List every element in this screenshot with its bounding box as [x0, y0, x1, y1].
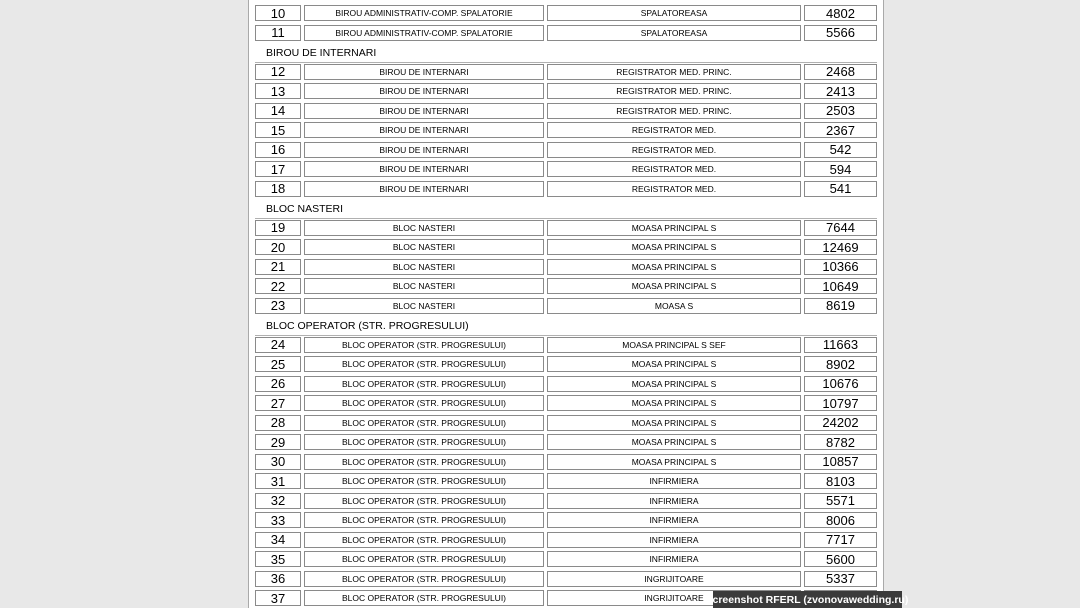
function-cell: REGISTRATOR MED. PRINC. — [547, 83, 801, 99]
salary-value: 5337 — [804, 571, 877, 587]
table-row — [255, 24, 877, 44]
salary-value: 5600 — [804, 551, 877, 567]
salary-value: 8619 — [804, 298, 877, 314]
table-row — [255, 492, 877, 512]
table-row — [255, 453, 877, 473]
department-cell: BLOC OPERATOR (STR. PROGRESULUI) — [304, 376, 544, 392]
table-row — [255, 160, 877, 180]
department-cell: BLOC NASTERI — [304, 298, 544, 314]
function-cell: MOASA PRINCIPAL S — [547, 278, 801, 294]
department-cell: BIROU DE INTERNARI — [304, 83, 544, 99]
row-number: 19 — [255, 220, 301, 236]
row-number: 28 — [255, 415, 301, 431]
row-number: 25 — [255, 356, 301, 372]
row-number: 15 — [255, 122, 301, 138]
row-number: 10 — [255, 5, 301, 21]
department-cell: BLOC OPERATOR (STR. PROGRESULUI) — [304, 590, 544, 606]
salary-value: 7717 — [804, 532, 877, 548]
row-number: 20 — [255, 239, 301, 255]
salary-value: 2503 — [804, 103, 877, 119]
function-cell: MOASA PRINCIPAL S — [547, 434, 801, 450]
department-cell: BLOC OPERATOR (STR. PROGRESULUI) — [304, 532, 544, 548]
table-row — [255, 297, 877, 317]
table-row — [255, 375, 877, 395]
salary-value: 12469 — [804, 239, 877, 255]
row-number: 33 — [255, 512, 301, 528]
department-cell: BLOC NASTERI — [304, 278, 544, 294]
table-row — [255, 531, 877, 551]
department-cell: BLOC OPERATOR (STR. PROGRESULUI) — [304, 337, 544, 353]
row-number: 32 — [255, 493, 301, 509]
row-number: 24 — [255, 337, 301, 353]
table-row — [255, 219, 877, 239]
function-cell: MOASA PRINCIPAL S — [547, 415, 801, 431]
table-row — [255, 102, 877, 122]
department-cell: BLOC OPERATOR (STR. PROGRESULUI) — [304, 571, 544, 587]
salary-value: 5571 — [804, 493, 877, 509]
salary-value: 8782 — [804, 434, 877, 450]
salary-value: 10857 — [804, 454, 877, 470]
function-cell: MOASA PRINCIPAL S — [547, 395, 801, 411]
row-number: 31 — [255, 473, 301, 489]
salary-value: 8902 — [804, 356, 877, 372]
row-number: 37 — [255, 590, 301, 606]
function-cell: SPALATOREASA — [547, 5, 801, 21]
department-cell: BLOC OPERATOR (STR. PROGRESULUI) — [304, 356, 544, 372]
department-cell: BIROU DE INTERNARI — [304, 122, 544, 138]
department-cell: BLOC OPERATOR (STR. PROGRESULUI) — [304, 395, 544, 411]
table-row — [255, 394, 877, 414]
function-cell: MOASA PRINCIPAL S SEF — [547, 337, 801, 353]
section-header: BIROU DE INTERNARI — [255, 43, 877, 63]
function-cell: INFIRMIERA — [547, 493, 801, 509]
salary-value: 24202 — [804, 415, 877, 431]
section-header: BLOC NASTERI — [255, 199, 877, 219]
salary-value: 7644 — [804, 220, 877, 236]
table-row — [255, 63, 877, 83]
function-cell: REGISTRATOR MED. PRINC. — [547, 64, 801, 80]
function-cell: SPALATOREASA — [547, 25, 801, 41]
function-cell: REGISTRATOR MED. — [547, 181, 801, 197]
salary-value: 2367 — [804, 122, 877, 138]
table-row — [255, 277, 877, 297]
row-number: 16 — [255, 142, 301, 158]
row-number: 36 — [255, 571, 301, 587]
row-number: 13 — [255, 83, 301, 99]
table-row — [255, 355, 877, 375]
function-cell: MOASA PRINCIPAL S — [547, 356, 801, 372]
row-number: 34 — [255, 532, 301, 548]
salary-value: 2413 — [804, 83, 877, 99]
salary-value: 10676 — [804, 376, 877, 392]
department-cell: BIROU DE INTERNARI — [304, 103, 544, 119]
source-watermark: screenshot RFERL (zvonovawedding.ru) — [713, 591, 902, 608]
table-row — [255, 570, 877, 590]
department-cell: BLOC NASTERI — [304, 220, 544, 236]
table-row — [255, 472, 877, 492]
table-row — [255, 414, 877, 434]
function-cell: MOASA PRINCIPAL S — [547, 376, 801, 392]
row-number: 23 — [255, 298, 301, 314]
table-row — [255, 550, 877, 570]
salary-value: 8103 — [804, 473, 877, 489]
department-cell: BLOC OPERATOR (STR. PROGRESULUI) — [304, 454, 544, 470]
salary-value: 10797 — [804, 395, 877, 411]
salary-value: 542 — [804, 142, 877, 158]
function-cell: INFIRMIERA — [547, 551, 801, 567]
salary-value: 594 — [804, 161, 877, 177]
table-row — [255, 4, 877, 24]
function-cell: REGISTRATOR MED. — [547, 142, 801, 158]
department-cell: BLOC OPERATOR (STR. PROGRESULUI) — [304, 473, 544, 489]
function-cell: REGISTRATOR MED. — [547, 122, 801, 138]
salary-value: 10649 — [804, 278, 877, 294]
department-cell: BIROU DE INTERNARI — [304, 64, 544, 80]
row-number: 35 — [255, 551, 301, 567]
table-row — [255, 141, 877, 161]
function-cell: REGISTRATOR MED. PRINC. — [547, 103, 801, 119]
function-cell: MOASA PRINCIPAL S — [547, 454, 801, 470]
row-number: 22 — [255, 278, 301, 294]
department-cell: BLOC OPERATOR (STR. PROGRESULUI) — [304, 434, 544, 450]
department-cell: BLOC OPERATOR (STR. PROGRESULUI) — [304, 415, 544, 431]
table-row — [255, 336, 877, 356]
table-row — [255, 238, 877, 258]
department-cell: BIROU ADMINISTRATIV-COMP. SPALATORIE — [304, 25, 544, 41]
department-cell: BLOC NASTERI — [304, 239, 544, 255]
department-cell: BIROU ADMINISTRATIV-COMP. SPALATORIE — [304, 5, 544, 21]
table-row — [255, 82, 877, 102]
section-header: BLOC OPERATOR (STR. PROGRESULUI) — [255, 316, 877, 336]
row-number: 29 — [255, 434, 301, 450]
function-cell: REGISTRATOR MED. — [547, 161, 801, 177]
department-cell: BLOC OPERATOR (STR. PROGRESULUI) — [304, 493, 544, 509]
function-cell: MOASA PRINCIPAL S — [547, 220, 801, 236]
function-cell: MOASA PRINCIPAL S — [547, 239, 801, 255]
row-number: 18 — [255, 181, 301, 197]
salary-value: 11663 — [804, 337, 877, 353]
function-cell: MOASA S — [547, 298, 801, 314]
department-cell: BIROU DE INTERNARI — [304, 161, 544, 177]
salary-value: 10366 — [804, 259, 877, 275]
row-number: 12 — [255, 64, 301, 80]
row-number: 17 — [255, 161, 301, 177]
function-cell: MOASA PRINCIPAL S — [547, 259, 801, 275]
row-number: 26 — [255, 376, 301, 392]
row-number: 21 — [255, 259, 301, 275]
department-cell: BIROU DE INTERNARI — [304, 142, 544, 158]
table-row — [255, 433, 877, 453]
table-row — [255, 121, 877, 141]
function-cell: INGRIJITOARE — [547, 571, 801, 587]
salary-value: 4802 — [804, 5, 877, 21]
table-row — [255, 180, 877, 200]
row-number: 14 — [255, 103, 301, 119]
row-number: 11 — [255, 25, 301, 41]
row-number: 30 — [255, 454, 301, 470]
department-cell: BLOC NASTERI — [304, 259, 544, 275]
function-cell: INGRIJITOARE — [547, 590, 801, 606]
salary-value: 2468 — [804, 64, 877, 80]
salary-value: 5566 — [804, 25, 877, 41]
row-number: 27 — [255, 395, 301, 411]
salary-value: 541 — [804, 181, 877, 197]
department-cell: BIROU DE INTERNARI — [304, 181, 544, 197]
function-cell: INFIRMIERA — [547, 473, 801, 489]
department-cell: BLOC OPERATOR (STR. PROGRESULUI) — [304, 551, 544, 567]
salary-value: 8006 — [804, 512, 877, 528]
table-row — [255, 511, 877, 531]
document-page — [248, 0, 884, 608]
function-cell: INFIRMIERA — [547, 532, 801, 548]
function-cell: INFIRMIERA — [547, 512, 801, 528]
department-cell: BLOC OPERATOR (STR. PROGRESULUI) — [304, 512, 544, 528]
table-row — [255, 258, 877, 278]
